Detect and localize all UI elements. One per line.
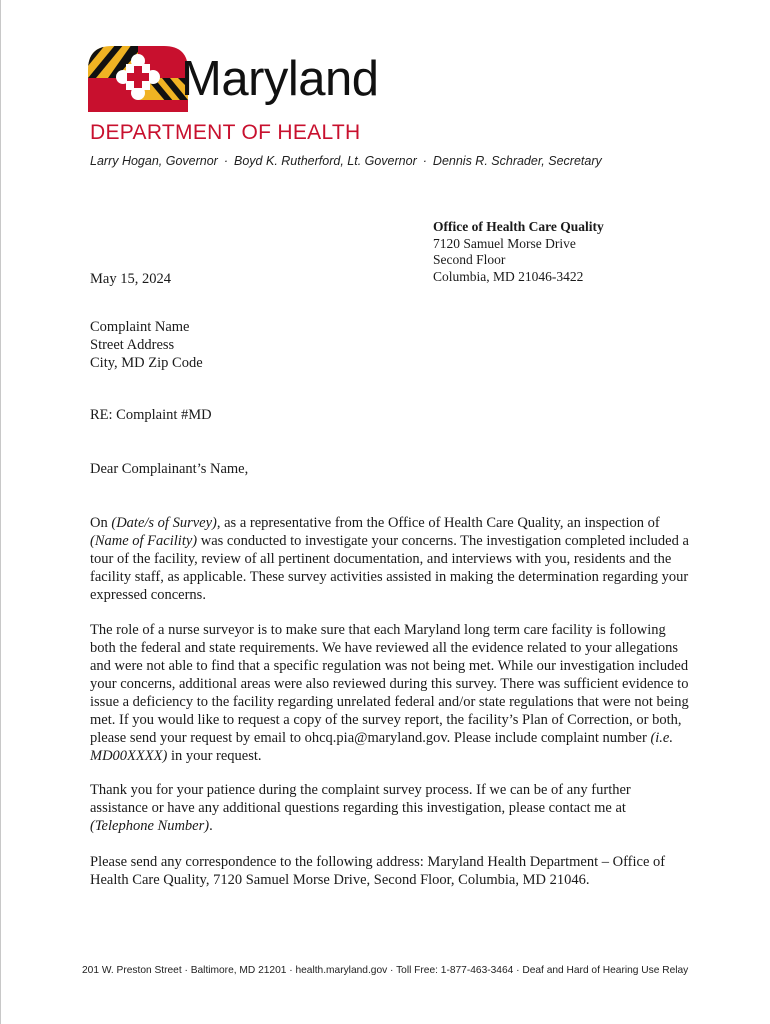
maryland-flag-icon	[88, 44, 188, 112]
text: in your request.	[167, 748, 262, 764]
footer-address: 201 W. Preston Street · Baltimore, MD 21201 · health.maryland.gov · Toll Free: 1-877-463-3464 · Deaf and Hard of Hearing Use Relay	[82, 965, 689, 976]
office-address-block	[433, 219, 604, 285]
text: Thank you for your patience during the complaint survey process. If we can be of any further assistance or have any additional questions regarding this investigation, please contact me at	[90, 782, 631, 816]
text: .	[209, 818, 213, 834]
separator: ·	[223, 154, 229, 168]
text: , as a representative from the Office of Health Care Quality, an inspection of	[216, 515, 660, 531]
paragraph-correspondence: Please send any correspondence to the following address: Maryland Health Department – Office of Health Care Quality, 7120 Samuel Morse Drive, Second Floor, Columbia, MD 21046.	[90, 854, 666, 888]
maryland-wordmark: Maryland	[181, 52, 379, 106]
recipient-name: Complaint Name	[90, 319, 190, 335]
re-line: RE: Complaint #MD	[90, 407, 212, 423]
letter-date: May 15, 2024	[90, 271, 171, 287]
telephone-placeholder: (Telephone Number)	[90, 818, 210, 834]
secretary: Dennis R. Schrader, Secretary	[432, 154, 602, 168]
leadership-line	[90, 155, 710, 168]
salutation: Dear Complainant’s Name,	[90, 461, 249, 477]
governor: Larry Hogan, Governor	[90, 154, 218, 168]
text: On	[90, 515, 112, 531]
facility-placeholder: (Name of Facility)	[90, 533, 198, 549]
recipient-street: Street Address	[90, 337, 175, 353]
office-address-line: 7120 Samuel Morse Drive	[433, 235, 576, 251]
text: was conducted to investigate your concerns. The investigation completed included a tour of the facility, review of all pertinent documentation, and interviews with you, residents and the facility staff, as applicable. These survey activities assisted in making the determination regarding your expressed concerns.	[90, 533, 689, 603]
paragraph-survey-details	[90, 514, 690, 604]
paragraph-surveyor-role	[90, 621, 690, 765]
office-name: Office of Health Care Quality	[433, 219, 604, 234]
paragraph-thank-you	[90, 781, 690, 835]
office-address-line: Columbia, MD 21046-3422	[433, 268, 584, 284]
complaint-number-placeholder: (i.e. MD00XXXX)	[90, 730, 673, 764]
text: The role of a nurse surveyor is to make sure that each Maryland long term care facility is following both the federal and state requirements. We have reviewed all the evidence related to your allegations and were not able to find that a specific regulation was not being met. While our investigation included your concerns, additional areas were also reviewed during this survey. There was sufficient evidence to issue a deficiency to the facility regarding unrelated federal and/or state regulations that were not being met. If you would like to request a copy of the survey report, the facility’s Plan of Correction, or both, please send your request by email to ohcq.pia@maryland.gov. Please include complaint number	[90, 622, 689, 746]
lt-governor: Boyd K. Rutherford, Lt. Governor	[234, 154, 417, 168]
office-address-line: Second Floor	[433, 252, 506, 267]
recipient-city: City, MD Zip Code	[90, 355, 203, 371]
separator: ·	[422, 154, 427, 168]
date-placeholder: (Date/s of Survey)	[111, 515, 217, 531]
department-name: DEPARTMENT OF HEALTH	[90, 121, 361, 144]
recipient-block	[90, 318, 203, 372]
